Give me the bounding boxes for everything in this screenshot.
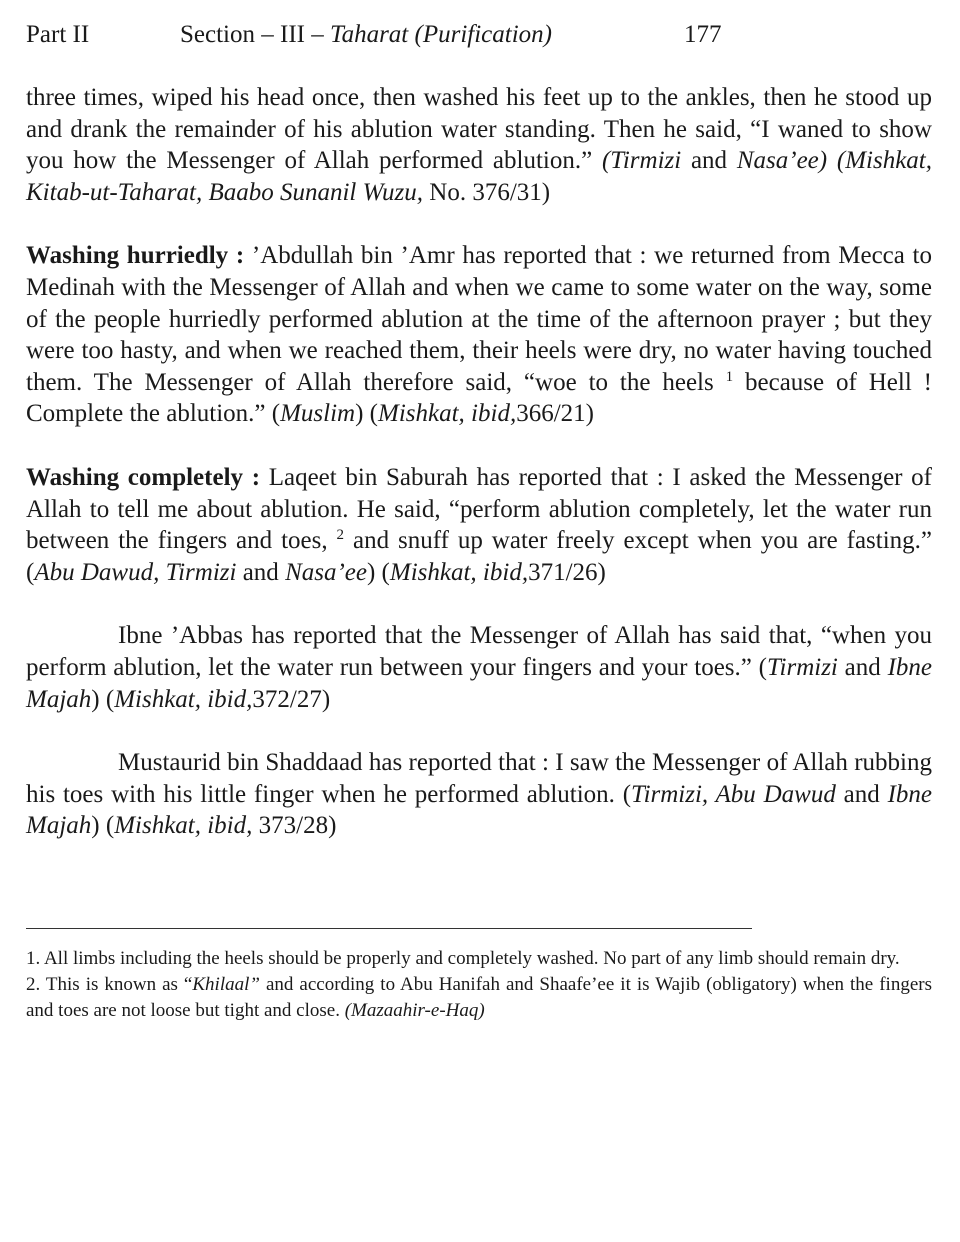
footnote-1: 1. All limbs including the heels should be properly and completely washed. No part of any limb should remain dry.	[26, 948, 900, 969]
heading-washing-hurriedly: Washing hurriedly :	[26, 242, 252, 270]
paragraph-mustaurid: Mustaurid bin Shaddaad has reported that : I saw the Messenger of Allah rubbing his toes with his little finger when he performed ablution. (Tirmizi, Abu Dawud and Ibne Majah) (Mishkat, ibid, 373/28)	[26, 749, 932, 840]
footnote-separator	[26, 928, 752, 929]
page-header	[26, 18, 936, 52]
paragraph-continuation: three times, wiped his head once, then washed his feet up to the ankles, then he stood up and drank the remainder of his ablution water standing. Then he said, “I waned to show you how the Messenger of Allah performed ablution.” (Tirmizi and Nasa’ee) (Mishkat, Kitab-ut-Taharat, Baabo Sunanil Wuzu, No. 376/31)	[26, 84, 932, 206]
paragraph-ibne-abbas: Ibne ’Abbas has reported that the Messenger of Allah has said that, “when you perform ablution, let the water run between your fingers and your toes.” (Tirmizi and Ibne Majah) (Mishkat, ibid,372/27)	[26, 622, 932, 713]
heading-washing-completely: Washing completely :	[26, 463, 269, 491]
footnote-ref-2: 2	[336, 527, 345, 544]
paragraph-washing-completely: Washing completely : Laqeet bin Saburah has reported that : I asked the Messenger of Allah to tell me about ablution. He said, “perform ablution completely, let the water run between the fingers and toes, $^2$ and snuff up water freely except when you are fasting.” (Abu Dawud, Tirmizi and Nasa’ee) (Mishkat, ibid,371/26)	[26, 463, 933, 586]
section-title: Section – III – Taharat (Purification)	[180, 21, 552, 48]
footnotes	[26, 946, 932, 1024]
footnote-ref-1: 1	[725, 368, 734, 385]
footnote-2: 2. This is known as “Khilaal” and according to Abu Hanifah and Shaafe’ee it is Wajib (obligatory) when the fingers and toes are not loose but tight and close. (Mazaahir-e-Haq)	[26, 974, 932, 1021]
paragraph-washing-hurriedly: Washing hurriedly : ’Abdullah bin ’Amr has reported that : we returned from Mecca to Medinah with the Messenger of Allah and when we came to some water on the way, some of the people hurriedly performed ablution at the time of the afternoon prayer ; but they were too hasty, and when we reached them, their heels were dry, no water having touched them. The Messenger of Allah therefore said, “woe to the heels $^1$ because of Hell ! Complete the ablution.” (Muslim) (Mishkat, ibid,366/21)	[26, 242, 932, 428]
page-body	[26, 82, 932, 842]
page-number: 177	[684, 21, 722, 48]
part-label: Part II	[26, 21, 90, 48]
